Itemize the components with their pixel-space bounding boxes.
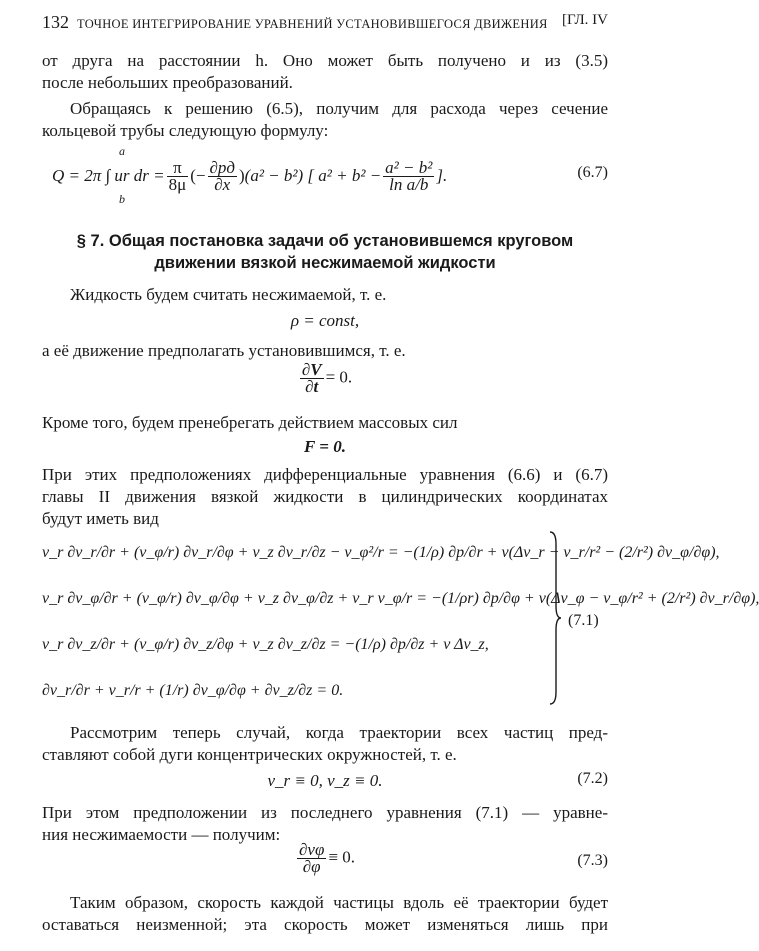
paragraph-6-line-3: будут иметь вид: [42, 509, 159, 528]
eq-6-7-left: Q = 2π ∫ ur dr =: [52, 166, 165, 185]
paragraph-9-line-2: оставаться неизменной; эта скорость может изменяться лишь при: [42, 915, 608, 934]
paragraph-5: Кроме того, будем пренебрегать действием массовых сил: [42, 413, 458, 432]
paragraph-6-line-2: главы II движения вязкой жидкости в цилиндрических координатах: [42, 487, 608, 506]
integral-upper-limit: a: [119, 144, 125, 158]
right-brace: [548, 530, 562, 706]
running-header: [42, 12, 608, 33]
paragraph-8-line-2: ния несжимаемости — получим:: [42, 825, 281, 844]
eq-6-7-ln-frac: $\frac{\text{a² − b²}}{\text{ln a/b}}$: [385, 157, 433, 194]
equation-dvdt: $\frac{\partial V}{\partial t}$ = 0.: [301, 360, 353, 396]
eq-6-7-dp-frac: $\frac{\partial pд}{\partial x}$: [209, 157, 235, 194]
eq-6-7-end: ].: [436, 166, 448, 185]
paragraph-2-line-2: кольцевой трубы следующую формулу:: [42, 121, 329, 140]
paragraph-3: Жидкость будем считать несжимаемой, т. е.: [70, 285, 387, 304]
section-title-line-1: § 7. Общая постановка задачи об установившемся круговом: [76, 232, 574, 250]
paragraph-4: а её движение предполагать установившимся, т. е.: [42, 341, 406, 360]
dvdt-frac: $\frac{\partial V}{\partial t}$: [301, 360, 322, 396]
running-title: ТОЧНОЕ ИНТЕГРИРОВАНИЕ УРАВНЕНИЙ УСТАНОВИВШЕГОСЯ ДВИЖЕНИЯ: [77, 17, 548, 31]
page-number: 132: [42, 12, 69, 32]
paragraph-2-line-1: Обращаясь к решению (6.5), получим для расхода через сечение: [70, 99, 608, 118]
paragraph-1-line-1: от друга на расстоянии h. Оно может быть получено и из (3.5): [42, 51, 608, 70]
section-title-line-2: движении вязкой несжимаемой жидкости: [154, 254, 496, 272]
equation-6-7: Q = 2π ∫ ur dr = $\frac{\pi}{8\mu}$ (− $\frac{\partial pд}{\partial x}$ ) (a² − b²) [ a² + b² − $\frac{\text{a² − b²}}{\text{ln a/b}}$ ]. a b: [52, 144, 448, 206]
dvphi-dphi-frac: $\frac{\partial v\varphi}{\partial\varphi}$: [299, 840, 325, 876]
eq-6-7-pi-frac: $\frac{\pi}{8\mu}$: [168, 157, 187, 194]
chapter-label: [ГЛ. IV: [561, 12, 608, 28]
paragraph-9-line-1: Таким образом, скорость каждой частицы вдоль её траектории будет: [70, 893, 608, 912]
equation-f-zero: F = 0.: [304, 437, 346, 456]
equation-number-6-7: (6.7): [577, 164, 608, 181]
system-row-4: ∂v_r/∂r + v_r/r + (1/r) ∂v_φ/∂φ + ∂v_z/∂z = 0.: [42, 682, 344, 699]
equation-rho-const: ρ = const,: [290, 311, 360, 330]
system-row-2: v_r ∂v_φ/∂r + (v_φ/r) ∂v_φ/∂φ + v_z ∂v_φ/∂z + v_r v_φ/r = −(1/ρr) ∂p/∂φ + ν(Δv_φ − v_φ/r² + (2/r²) ∂v_r/∂φ),: [42, 590, 759, 607]
equation-number-7-3: (7.3): [577, 852, 608, 869]
paragraph-6-line-1: При этих предположениях дифференциальные уравнения (6.6) и (6.7): [42, 465, 608, 484]
equation-number-7-2: (7.2): [577, 770, 608, 787]
paragraph-7-line-1: Рассмотрим теперь случай, когда траектории всех частиц пред-: [70, 723, 608, 742]
system-row-3: v_r ∂v_z/∂r + (v_φ/r) ∂v_z/∂φ + v_z ∂v_z/∂z = −(1/ρ) ∂p/∂z + ν Δv_z,: [42, 636, 489, 653]
equation-7-3: $\frac{\partial v\varphi}{\partial\varphi}$ ≡ 0.: [299, 840, 355, 876]
equation-number-7-1: (7.1): [568, 612, 599, 629]
system-row-1: v_r ∂v_r/∂r + (v_φ/r) ∂v_r/∂φ + v_z ∂v_r/∂z − v_φ²/r = −(1/ρ) ∂p/∂r + ν(Δv_r − v_r/r² − (2/r²) ∂v_φ/∂φ),: [42, 544, 720, 561]
integral-lower-limit: b: [119, 192, 125, 206]
paragraph-1-line-2: после небольших преобразований.: [42, 73, 293, 92]
eq-6-7-mid: (a² − b²) [ a² + b² −: [244, 166, 382, 185]
equation-7-2: v_r ≡ 0, v_z ≡ 0.: [267, 771, 383, 790]
paragraph-7-line-2: ставляют собой дуги концентрических окружностей, т. е.: [42, 745, 457, 764]
paragraph-8-line-1: При этом предположении из последнего уравнения (7.1) — уравне-: [42, 803, 608, 822]
